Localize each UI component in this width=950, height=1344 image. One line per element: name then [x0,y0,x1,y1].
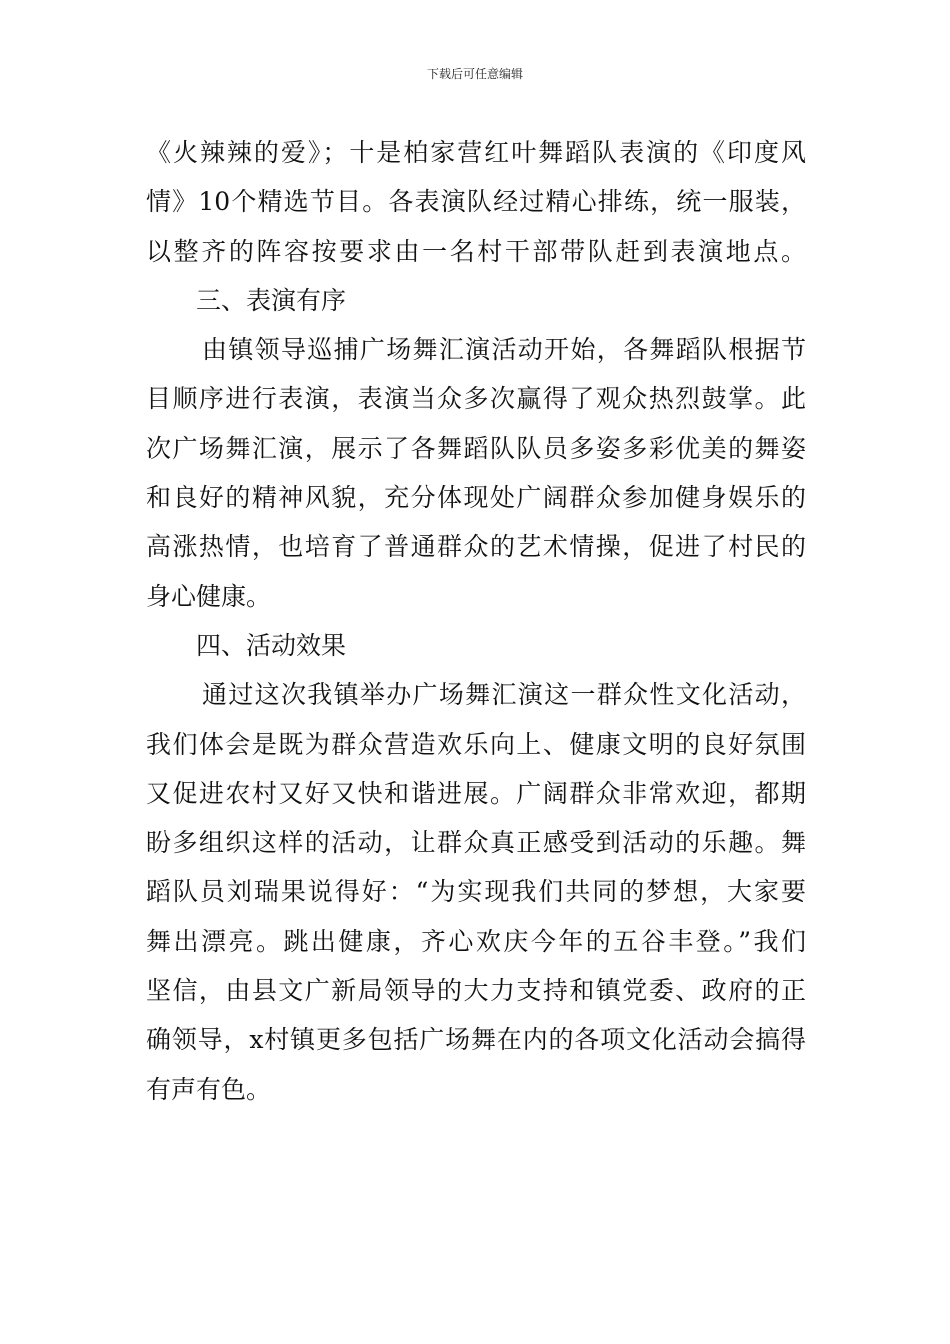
text-line: 以整齐的阵容按要求由一名村干部带队赶到表演地点。 [146,236,806,266]
text-line: 我们体会是既为群众营造欢乐向上、健康文明的良好氛围 [146,729,806,759]
text-line: 确领导，x村镇更多包括广场舞在内的各项文化活动会搞得 [146,1025,806,1055]
text-line: 又促进农村又好又快和谐进展。广阔群众非常欢迎，都期 [146,778,806,808]
text-line: 通过这次我镇举办广场舞汇演这一群众性文化活动， [202,680,806,710]
section-heading-activity-effect: 四、活动效果 [196,630,347,660]
text-line: 高涨热情，也培育了普通群众的艺术情操，促进了村民的 [146,532,806,562]
text-line: 次广场舞汇演，展示了各舞蹈队队员多姿多彩优美的舞姿 [146,433,806,463]
text-line: 目顺序进行表演，表演当众多次赢得了观众热烈鼓掌。此 [146,384,806,414]
text-line: 蹈队员刘瑞果说得好：“为实现我们共同的梦想，大家要 [146,877,806,907]
text-line: 情》10个精选节目。各表演队经过精心排练，统一服装， [146,187,806,217]
text-line: 和良好的精神风貌，充分体现处广阔群众参加健身娱乐的 [146,483,806,513]
text-line: 舞出漂亮。跳出健康，齐心欢庆今年的五谷丰登。”我们 [146,926,806,956]
text-line: 由镇领导巡捕广场舞汇演活动开始，各舞蹈队根据节 [202,335,806,365]
document-body [146,128,806,1114]
text-line: 《火辣辣的爱》；十是柏家营红叶舞蹈队表演的《印度风 [146,138,806,167]
page-header: 下载后可任意编辑 [426,67,523,81]
text-line: 有声有色。 [146,1074,272,1104]
text-line: 坚信，由县文广新局领导的大力支持和镇党委、政府的正 [146,976,806,1006]
text-line: 盼多组织这样的活动，让群众真正感受到活动的乐趣。舞 [146,828,806,858]
section-heading-performance-order: 三、表演有序 [196,285,347,315]
text-line: 身心健康。 [146,581,272,611]
